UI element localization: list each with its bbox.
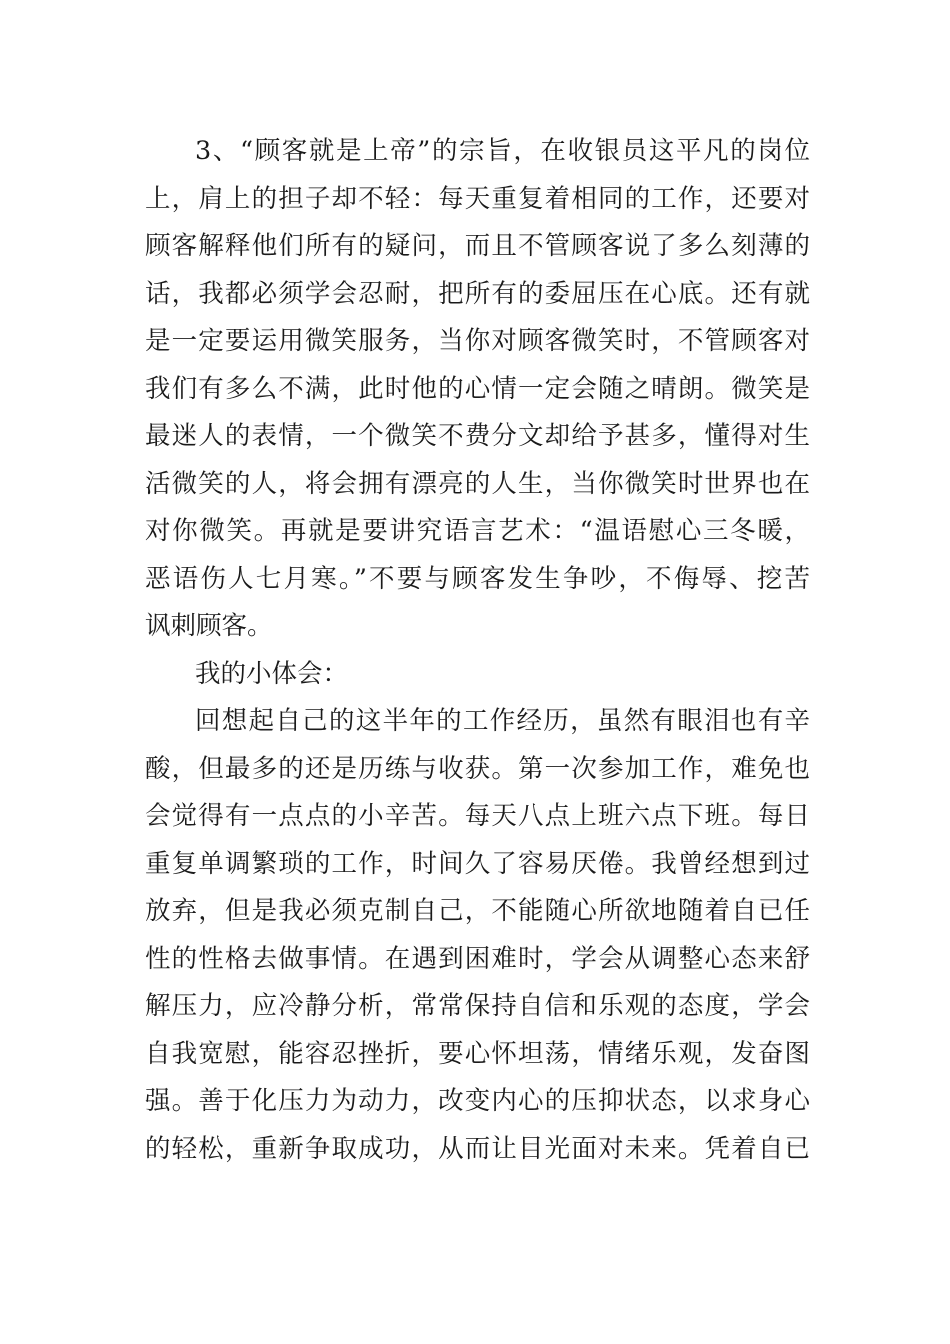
text-line: 强。善于化压力为动力，改变内心的压抑状态，以求身心 — [145, 1086, 810, 1116]
text-line: 的轻松，重新争取成功，从而让目光面对未来。凭着自已 — [145, 1133, 810, 1164]
text-line: 回想起自己的这半年的工作经历，虽然有眼泪也有辛 — [195, 706, 810, 736]
text-line: 是一定要运用微笑服务，当你对顾客微笑时，不管顾客对 — [145, 326, 810, 356]
text-line: 话，我都必须学会忍耐，把所有的委屈压在心底。还有就 — [145, 278, 810, 309]
text-line: 讽刺顾客。 — [145, 611, 273, 641]
text-line: 上，肩上的担子却不轻：每天重复着相同的工作，还要对 — [145, 183, 810, 214]
text-line: 对你微笑。再就是要讲究语言艺术：“温语慰心三冬暖， — [145, 516, 810, 546]
text-line: 性的性格去做事情。在遇到困难时，学会从调整心态来舒 — [145, 943, 810, 974]
text-line: 最迷人的表情，一个微笑不费分文却给予甚多，懂得对生 — [145, 421, 810, 451]
paragraph-reflection — [145, 698, 810, 1173]
text-line: 解压力，应冷静分析，常常保持自信和乐观的态度，学会 — [145, 991, 810, 1021]
text-line: 会觉得有一点点的小辛苦。每天八点上班六点下班。每日 — [145, 801, 810, 831]
text-line: 酸，但最多的还是历练与收获。第一次参加工作，难免也 — [145, 753, 810, 784]
text-line: 活微笑的人，将会拥有漂亮的人生，当你微笑时世界也在 — [145, 468, 810, 499]
section-heading-experience — [145, 651, 810, 699]
text-line: 放弃，但是我必须克制自己，不能随心所欲地随着自已任 — [145, 896, 810, 926]
text-line: 重复单调繁琐的工作，时间久了容易厌倦。我曾经想到过 — [145, 848, 810, 879]
text-line: 顾客解释他们所有的疑问，而且不管顾客说了多么刻薄的 — [145, 231, 810, 261]
document-body — [145, 128, 810, 1173]
section-heading: 我的小体会： — [195, 658, 349, 689]
text-line: 恶语伤人七月寒。”不要与顾客发生争吵，不侮辱、挖苦 — [145, 563, 810, 594]
text-line: 自我宽慰，能容忍挫折，要心怀坦荡，情绪乐观，发奋图 — [145, 1038, 810, 1069]
paragraph-cashier-service — [145, 128, 810, 651]
text-line: 我们有多么不满，此时他的心情一定会随之晴朗。微笑是 — [145, 373, 810, 404]
text-line: 3、“顾客就是上帝”的宗旨，在收银员这平凡的岗位 — [195, 136, 810, 166]
